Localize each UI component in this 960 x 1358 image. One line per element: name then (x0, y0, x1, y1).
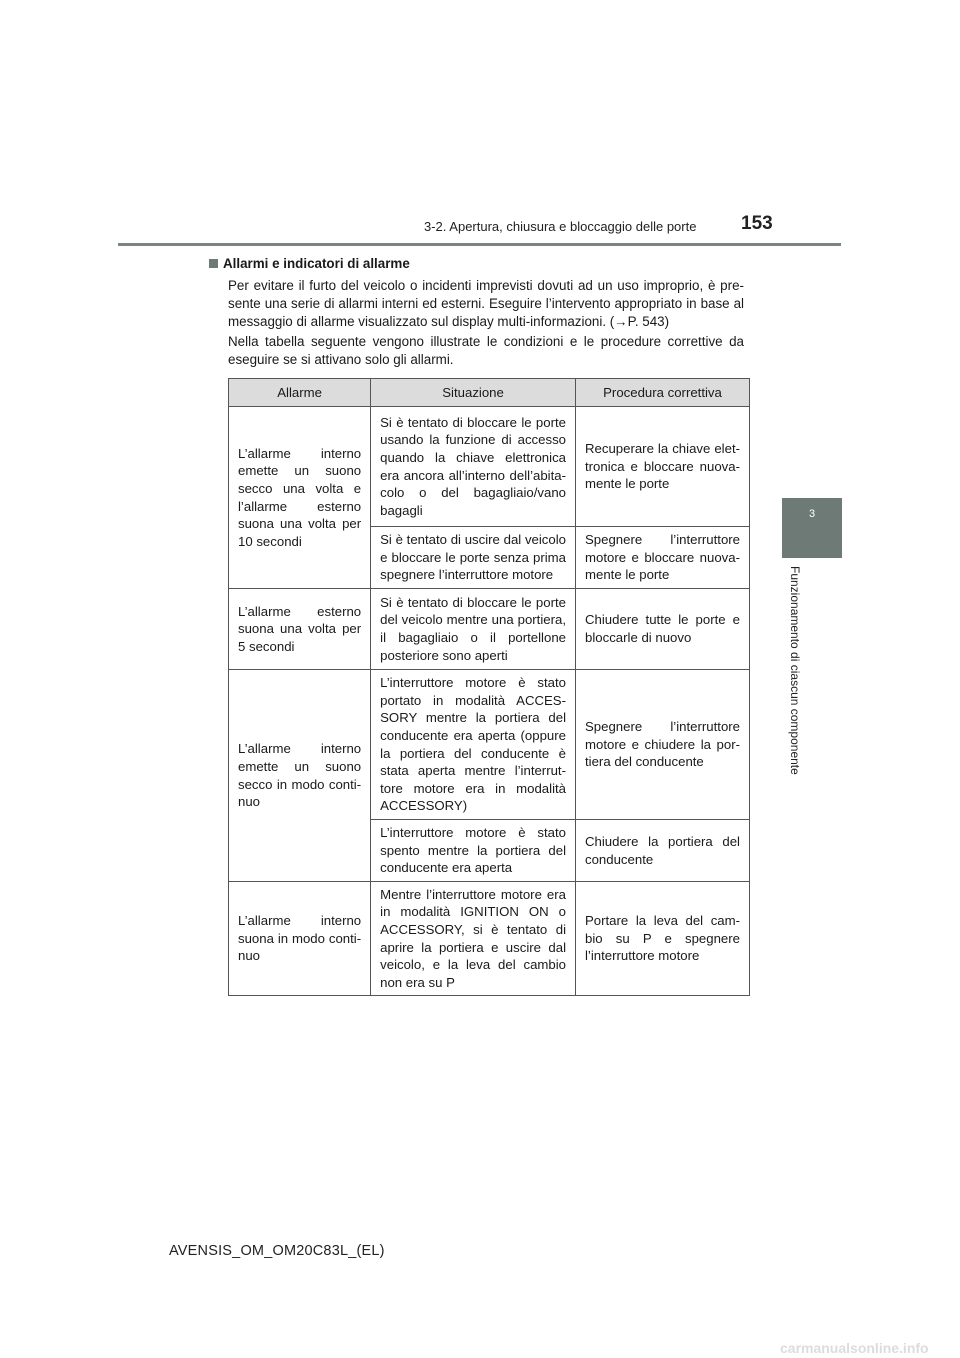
procedure-cell: Spegnere l’interruttore motore e bloccare nuova- mente le porte (576, 527, 750, 589)
procedure-cell: Chiudere tutte le porte e bloccarle di nuovo (576, 589, 750, 670)
situation-cell: L’interruttore motore è stato spento mentre la portiera del conducente era aperta (371, 820, 576, 882)
section-heading-text: Allarmi e indicatori di allarme (223, 256, 410, 271)
square-bullet-icon (209, 259, 218, 268)
table-row (229, 407, 750, 527)
situation-cell: Si è tentato di bloccare le porte usando la funzione di accesso quando la chiave elettronica era ancora all’interno dell’abita- colo o del bagagliaio/vano bagagli (371, 407, 576, 527)
alarm-cell: L’allarme interno emette un suono secco in modo conti- nuo (229, 670, 371, 882)
chapter-tab (782, 498, 842, 558)
table-row (229, 882, 750, 996)
alarm-cell: L’allarme interno suona in modo conti- nuo (229, 882, 371, 996)
page-number: 153 (741, 213, 773, 234)
alarm-cell: L’allarme interno emette un suono secco una volta e l’allarme esterno suona una volta per 10 secondi (229, 407, 371, 589)
header-procedure: Procedura correttiva (576, 379, 750, 407)
chapter-number: 3 (808, 508, 816, 520)
situation-cell: Si è tentato di bloccare le porte del veicolo mentre una portiera, il bagagliaio o il portellone posteriore sono aperti (371, 589, 576, 670)
intro-paragraph: Per evitare il furto del veicolo o incidenti imprevisti dovuti ad un uso improprio, è pre- sente una serie di allarmi interni ed esterni. Eseguire l’intervento appropriato in base al messaggio di allarme visualizzato sul display multi-informazioni. (→P. 543) (228, 278, 744, 329)
procedure-cell: Recuperare la chiave elet- tronica e bloccare nuova- mente le porte (576, 407, 750, 527)
alarm-cell: L’allarme esterno suona una volta per 5 secondi (229, 589, 371, 670)
header-title: 3-2. Apertura, chiusura e bloccaggio delle porte (424, 219, 697, 234)
table-intro-paragraph: Nella tabella seguente vengono illustrate le condizioni e le procedure correttive da eseguire se si attivano solo gli allarmi. (228, 334, 744, 367)
situation-cell: L’interruttore motore è stato portato in modalità ACCES- SORY mentre la portiera del conducente era aperta (oppure la portiera del conducente è stata aperta mentre l’interrut- tore motore era in modalità ACCESSORY) (371, 670, 576, 820)
situation-cell: Si è tentato di uscire dal veicolo e bloccare le porte senza prima spegnere l’interruttore motore (371, 527, 576, 589)
header-situation: Situazione (371, 379, 576, 407)
document-code: AVENSIS_OM_OM20C83L_(EL) (169, 1243, 385, 1259)
procedure-cell: Chiudere la portiera del conducente (576, 820, 750, 882)
table-row (229, 589, 750, 670)
table-row (229, 670, 750, 820)
header-alarm: Allarme (229, 379, 371, 407)
situation-cell: Mentre l’interruttore motore era in modalità IGNITION ON o ACCESSORY, si è tentato di aprire la portiera e uscire dal veicolo, e la leva del cambio non era su P (371, 882, 576, 996)
watermark: carmanualsonline.info (780, 1340, 929, 1356)
table-header-row (229, 379, 750, 407)
chapter-label: Funzionamento di ciascun componente (788, 566, 802, 775)
alarm-table (228, 378, 750, 996)
procedure-cell: Spegnere l’interruttore motore e chiudere la por- tiera del conducente (576, 670, 750, 820)
procedure-cell: Portare la leva del cam- bio su P e spegnere l’interruttore motore (576, 882, 750, 996)
header-rule (118, 243, 841, 246)
section-heading (209, 256, 410, 271)
